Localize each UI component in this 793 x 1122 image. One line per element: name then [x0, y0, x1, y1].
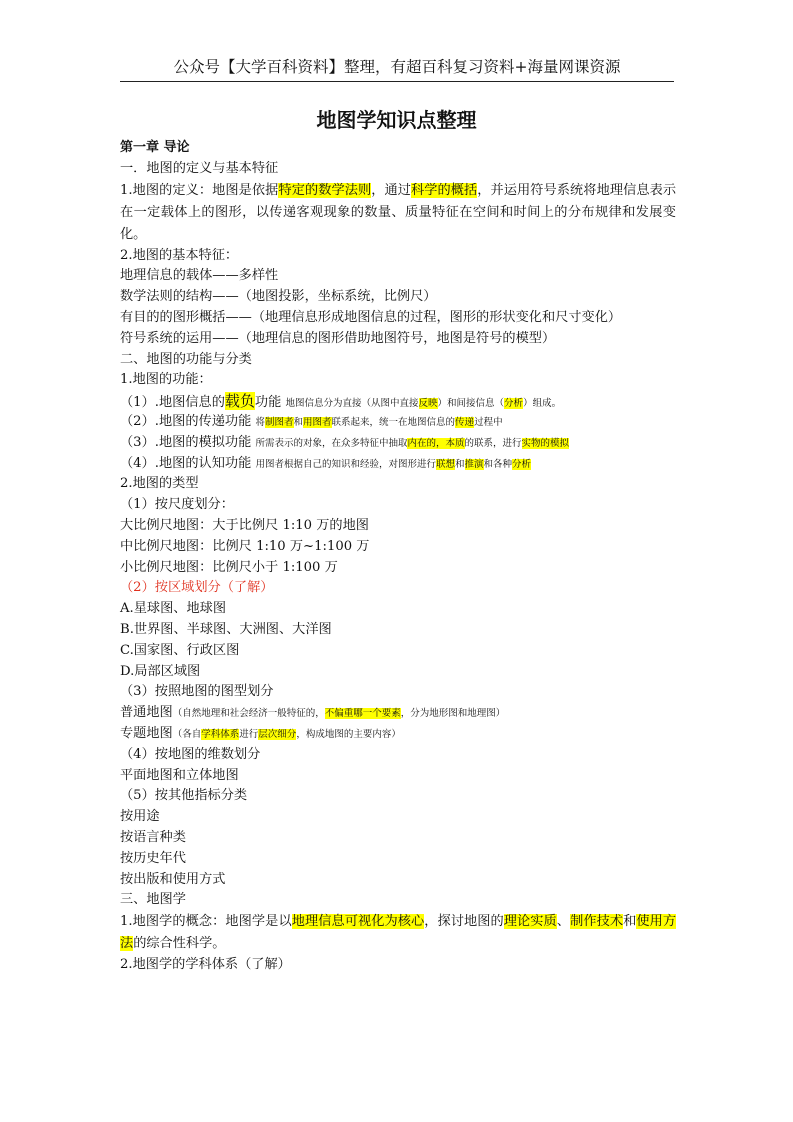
- feature-line: 地理信息的载体——多样性: [120, 268, 279, 284]
- section-heading: 二、地图的功能与分类: [120, 351, 252, 367]
- highlight: 理论实质: [503, 914, 557, 930]
- header-text: 公众号【大学百科资料】整理，有超百科复习资料+海量网课资源: [173, 58, 621, 76]
- subheading: 2.地图的基本特征：: [120, 247, 239, 263]
- list-item: 平面地图和立体地图: [120, 767, 239, 783]
- highlight: 科学的概括: [411, 182, 478, 198]
- highlight: 内在的，本质: [407, 437, 465, 449]
- subheading: （4）按地图的维数划分: [120, 746, 261, 762]
- highlight: 特定的数学法则: [278, 182, 372, 198]
- subheading: （3）按照地图的图型划分: [120, 684, 274, 700]
- highlight: 使用方法: [120, 914, 677, 952]
- list-item: A.星球图、地球图: [120, 601, 227, 617]
- list-item: D.局部区域图: [120, 663, 201, 679]
- subheading: 2.地图的类型: [120, 476, 199, 492]
- list-item: 小比例尺地图：比例尺小于 1:100 万: [120, 559, 338, 575]
- highlight: 学科体系: [201, 728, 240, 740]
- list-item: B.世界图、半球图、大洲图、大洋图: [120, 621, 332, 637]
- highlight: 不偏重哪一个要素: [324, 708, 401, 720]
- highlight: 实物的模拟: [521, 437, 570, 449]
- function-line: （2）.地图的传递功能 将制图者和用图者联系起来，统一在地图信息的传递过程中: [120, 413, 503, 429]
- section-heading: 一．地图的定义与基本特征: [120, 160, 279, 176]
- list-item: 按出版和使用方式: [120, 871, 226, 887]
- map-definition: 1.地图的定义：地图是依据特定的数学法则，通过科学的概括，并运用符号系统将地理信息表示在一定载体上的图形，以传递客观现象的数量、质量特征在空间和时间上的分布规律和发展变化。: [120, 182, 677, 242]
- list-item: 中比例尺地图：比例尺 1:10 万~1:100 万: [120, 538, 370, 554]
- highlight: 传递: [455, 416, 475, 428]
- list-item: 专题地图（各自学科体系进行层次细分，构成地图的主要内容）: [120, 725, 401, 741]
- highlight: 反映: [418, 398, 438, 410]
- document-body: [120, 138, 676, 976]
- highlight: 联想: [435, 458, 455, 470]
- cartography-concept: 1.地图学的概念：地图学是以地理信息可视化为核心，探讨地图的理论实质、制作技术和使用方法的综合性科学。: [120, 914, 677, 952]
- list-item: 按历史年代: [120, 850, 186, 866]
- subheading-red: （2）按区域划分（了解）: [120, 580, 274, 596]
- subheading: （1）按尺度划分：: [120, 497, 234, 513]
- document-title: 地图学知识点整理: [316, 108, 477, 132]
- highlight: 制图者: [264, 416, 294, 428]
- highlight: 载负: [224, 392, 255, 411]
- chapter-heading: 第一章 导论: [120, 140, 190, 155]
- function-line: （4）.地图的认知功能 用图者根据自己的知识和经验，对图形进行联想和推演和各种分析: [120, 455, 532, 471]
- subheading: 2.地图学的学科体系（了解）: [120, 957, 291, 973]
- highlight: 分析: [504, 398, 524, 410]
- highlight: 地理信息可视化为核心: [291, 914, 425, 930]
- highlight: 层次细分: [258, 728, 297, 740]
- highlight: 分析: [512, 458, 532, 470]
- function-line: （1）.地图信息的载负功能 地图信息分为直接（从图中直接反映）和间接信息（分析）组成。: [120, 392, 562, 411]
- feature-line: 有目的的图形概括——（地理信息形成地图信息的过程，图形的形状变化和尺寸变化）: [120, 309, 622, 325]
- feature-line: 符号系统的运用——（地理信息的图形借助地图符号，地图是符号的模型）: [120, 330, 556, 346]
- highlight: 推演: [464, 458, 484, 470]
- subheading: （5）按其他指标分类: [120, 788, 248, 804]
- function-line: （3）.地图的模拟功能 所需表示的对象，在众多特征中抽取内在的，本质的联系，进行实物的模拟: [120, 434, 570, 450]
- list-item: 大比例尺地图：大于比例尺 1:10 万的地图: [120, 517, 369, 533]
- list-item: C.国家图、行政区图: [120, 642, 240, 658]
- highlight: 用图者: [303, 416, 332, 428]
- highlight: 制作技术: [570, 914, 624, 930]
- page-header: [120, 55, 674, 82]
- list-item: 按用途: [120, 809, 160, 825]
- section-heading: 三、地图学: [120, 892, 186, 908]
- subheading: 1.地图的功能：: [120, 372, 212, 388]
- list-item: 普通地图（自然地理和社会经济一般特征的，不偏重哪一个要素，分为地形图和地理图）: [120, 705, 506, 721]
- list-item: 按语言种类: [120, 829, 186, 845]
- feature-line: 数学法则的结构——（地图投影，坐标系统，比例尺）: [120, 289, 437, 305]
